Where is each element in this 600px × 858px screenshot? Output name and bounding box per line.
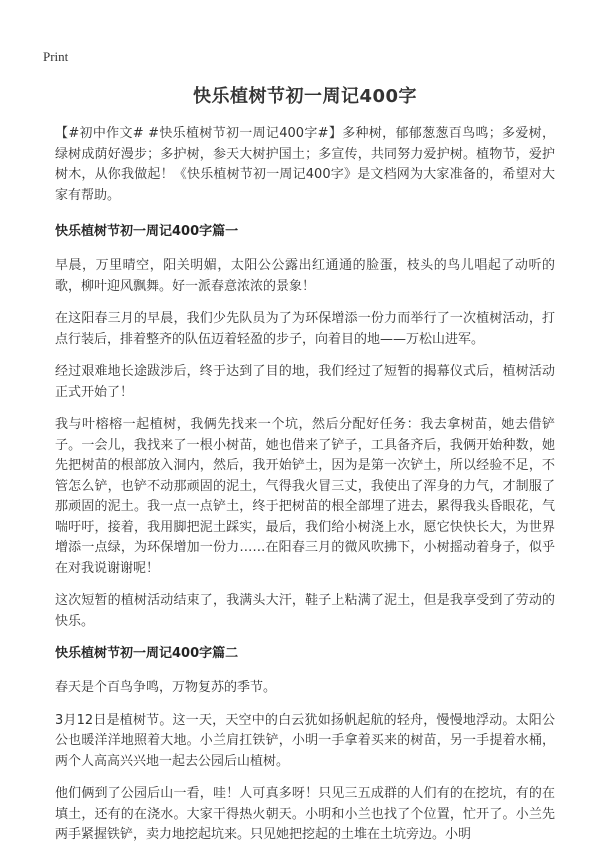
- section1-paragraph: 这次短暂的植树活动结束了，我满头大汗，鞋子上粘满了泥土，但是我享受到了劳动的快乐。: [55, 593, 555, 629]
- section2-paragraph: 3月12日是植树节。这一天，天空中的白云犹如扬帆起航的轻舟，慢慢地浮动。太阳公公也暖洋洋地照着大地。小兰肩扛铁铲，小明一手拿着买来的树苗，另一手提着水桶，两个人高高兴兴地一起去公园后山植树。: [55, 712, 555, 769]
- section1-paragraph: 我与叶榕榕一起植树，我俩先找来一个坑，然后分配好任务：我去拿树苗，她去借铲子。一会儿，我找来了一根小树苗，她也借来了铲子，工具备齐后，我俩开始种数，她先把树苗的根部放入洞内，然后，我开始铲土，因为是第一次铲土，所以经验不足，不管怎么铲，也铲不动那顽固的泥土，气得我火冒三丈，我使出了浑身的力气，才制服了那顽固的泥土。我一点一点铲土，终于把树苗的根全部埋了进去，累得我头昏眼花，气喘吁吁，接着，我用脚把泥土踩实，最后，我们给小树浇上水，愿它快快长大，为世界增添一点绿，为环保增加一份力……在阳春三月的微风吹拂下，小树摇动着身子，似乎在对我说谢谢呢！: [55, 417, 555, 576]
- section1-paragraph: 经过艰难地长途跋涉后，终于达到了目的地，我们经过了短暂的揭幕仪式后，植树活动正式开始了！: [55, 364, 555, 400]
- page-title: 快乐植树节初一周记400字: [192, 86, 418, 107]
- section1-paragraph: 在这阳春三月的早晨，我们少先队员为了为环保增添一份力而举行了一次植树活动，打点行装后，排着整齐的队伍迈着轻盈的步子，向着目的地——万松山进军。: [55, 311, 555, 347]
- print-link[interactable]: Print: [43, 49, 69, 64]
- article: [55, 82, 555, 858]
- intro-paragraph: 【#初中作文# #快乐植树节初一周记400字#】多种树，郁郁葱葱百鸟鸣；多爱树，绿树成荫好漫步；多护树，参天大树护国土；多宣传，共同努力爱护树。植物节，爱护树木，从你我做起！《快乐植树节初一周记400字》是文档网为大家准备的，希望对大家有帮助。: [55, 126, 555, 203]
- section-heading-1: 快乐植树节初一周记400字篇一: [55, 224, 239, 239]
- section1-paragraph: 早晨，万里晴空，阳关明媚，太阳公公露出红通通的脸蛋，枝头的鸟儿唱起了动听的歌，柳叶迎风飘舞。好一派春意浓浓的景象！: [55, 258, 555, 294]
- section2-paragraph: 春天是个百鸟争鸣，万物复苏的季节。: [55, 680, 277, 695]
- section2-paragraph: 他们俩到了公园后山一看，哇！人可真多呀！只见三五成群的人们有的在挖坑，有的在填土，还有的在浇水。大家干得热火朝天。小明和小兰也找了个位置，忙开了。小兰先两手紧握铁铲，卖力地挖起坑来。只见她把挖起的土堆在土坑旁边。小明: [55, 786, 555, 842]
- section-heading-2: 快乐植树节初一周记400字篇二: [55, 646, 239, 661]
